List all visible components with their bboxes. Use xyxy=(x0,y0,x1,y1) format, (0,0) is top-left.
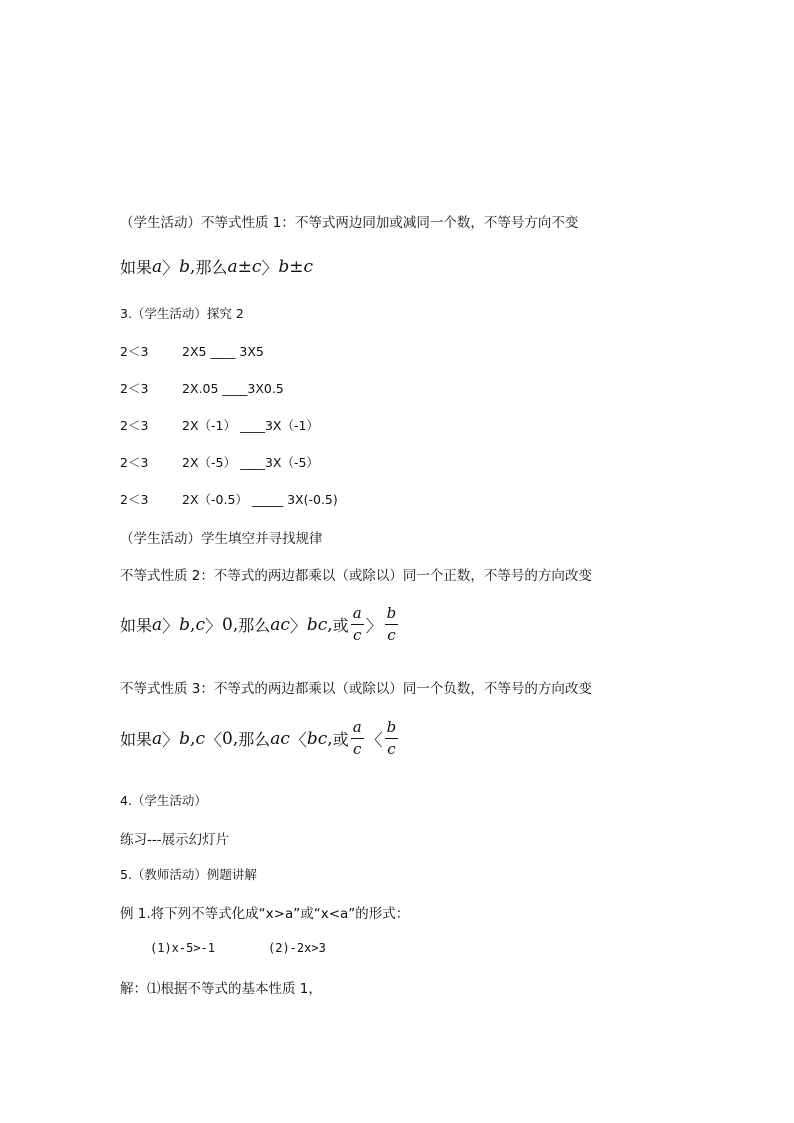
formula-text: 或 xyxy=(332,730,349,749)
exploration-row xyxy=(120,490,338,508)
formula-sep: , xyxy=(327,614,333,635)
formula-var: a xyxy=(152,614,163,635)
example-1-part-1: (1)x-5>-1 xyxy=(150,941,216,955)
formula-op: 〉 xyxy=(261,259,279,279)
exploration-row xyxy=(120,416,319,434)
example-1-prompt: 例 1.将下列不等式化成“x>a”或“x<a”的形式： xyxy=(120,906,410,922)
exploration-row xyxy=(120,342,264,360)
section-4-heading: 4.（学生活动） xyxy=(120,793,207,808)
row-blank-expression: 2X.05 ____3X0.5 xyxy=(182,381,284,396)
formula-op: 〉 xyxy=(162,731,180,751)
formula-var: ac xyxy=(270,728,290,749)
practice-text: 练习---展示幻灯片 xyxy=(120,832,230,848)
row-premise: 2＜3 xyxy=(120,418,149,433)
row-blank-expression: 2X5 ____ 3X5 xyxy=(182,344,264,359)
formula-sep: , xyxy=(190,728,196,749)
solution-text: 解：⑴根据不等式的基本性质 1， xyxy=(120,981,322,997)
formula-text: 或 xyxy=(332,616,349,635)
formula-text: 如果 xyxy=(120,730,153,749)
formula-var: bc xyxy=(306,728,328,749)
formula-sep: , xyxy=(190,256,196,277)
formula-var: b xyxy=(179,256,191,277)
row-premise: 2＜3 xyxy=(120,344,149,359)
formula-number: 0 xyxy=(221,614,233,635)
property-3-formula xyxy=(120,720,400,757)
formula-text: 如果 xyxy=(120,616,153,635)
fraction-denominator: c xyxy=(387,740,396,758)
fraction-bar xyxy=(385,624,399,625)
row-premise: 2＜3 xyxy=(120,492,149,507)
formula-sep: , xyxy=(232,728,239,749)
formula-text: 那么 xyxy=(238,616,271,635)
formula-text: 如果 xyxy=(120,258,153,277)
formula-op: 〈 xyxy=(204,731,222,751)
exploration-row xyxy=(120,379,284,397)
fraction-denominator: c xyxy=(352,626,362,644)
fraction xyxy=(385,720,399,757)
formula-op: 〈 xyxy=(289,731,307,751)
formula-sep: , xyxy=(232,614,239,635)
row-blank-expression: 2X（-0.5） _____ 3X(-0.5) xyxy=(182,492,338,507)
fraction xyxy=(351,720,364,757)
formula-text: 那么 xyxy=(238,730,271,749)
formula-sep: , xyxy=(190,614,196,635)
section-5-heading: 5.（教师活动）例题讲解 xyxy=(120,867,257,882)
formula-var: b xyxy=(278,256,290,277)
fraction-denominator: c xyxy=(352,740,362,758)
formula-number: 0 xyxy=(221,728,233,749)
formula-var: c xyxy=(303,256,314,277)
fraction xyxy=(385,606,399,643)
formula-op: 〉 xyxy=(365,617,383,637)
formula-op: 〉 xyxy=(204,617,222,637)
formula-op: 〉 xyxy=(289,617,307,637)
formula-var: c xyxy=(251,256,262,277)
formula-op: 〈 xyxy=(365,731,383,751)
fraction-bar xyxy=(351,738,364,739)
formula-var: b xyxy=(179,728,191,749)
row-premise: 2＜3 xyxy=(120,381,149,396)
student-activity-text: （学生活动）学生填空并寻找规律 xyxy=(120,531,323,547)
fraction-bar xyxy=(385,738,399,739)
formula-var: bc xyxy=(306,614,328,635)
row-blank-expression: 2X（-1） ____3X（-1） xyxy=(182,418,319,433)
fraction-numerator: b xyxy=(386,604,397,622)
fraction xyxy=(351,606,364,643)
formula-op: ± xyxy=(289,256,304,277)
exploration-row xyxy=(120,453,319,471)
fraction-bar xyxy=(351,624,364,625)
fraction-denominator: c xyxy=(387,626,396,644)
property-1-formula xyxy=(120,254,313,279)
section-3-heading: 3.（学生活动）探究 2 xyxy=(120,306,244,321)
property-2-text: 不等式性质 2：不等式的两边都乘以（或除以）同一个正数，不等号的方向改变 xyxy=(120,568,592,584)
formula-op: 〉 xyxy=(162,259,180,279)
formula-var: ac xyxy=(270,614,290,635)
formula-var: a xyxy=(152,256,163,277)
formula-op: ± xyxy=(237,256,252,277)
row-blank-expression: 2X（-5） ____3X（-5） xyxy=(182,455,319,470)
example-1-part-2: (2)-2x>3 xyxy=(268,941,326,955)
formula-var: b xyxy=(179,614,191,635)
formula-var: a xyxy=(227,256,238,277)
row-premise: 2＜3 xyxy=(120,455,149,470)
formula-op: 〉 xyxy=(162,617,180,637)
fraction-numerator: b xyxy=(386,718,397,736)
fraction-numerator: a xyxy=(352,718,362,736)
formula-sep: , xyxy=(327,728,333,749)
formula-var: c xyxy=(195,614,205,635)
fraction-numerator: a xyxy=(352,604,362,622)
property-3-text: 不等式性质 3：不等式的两边都乘以（或除以）同一个负数，不等号的方向改变 xyxy=(120,681,592,697)
formula-var: c xyxy=(195,728,205,749)
formula-var: a xyxy=(152,728,163,749)
formula-text: 那么 xyxy=(195,258,228,277)
property-1-text: （学生活动）不等式性质 1：不等式两边同加或减同一个数，不等号方向不变 xyxy=(120,215,579,231)
property-2-formula xyxy=(120,606,400,643)
